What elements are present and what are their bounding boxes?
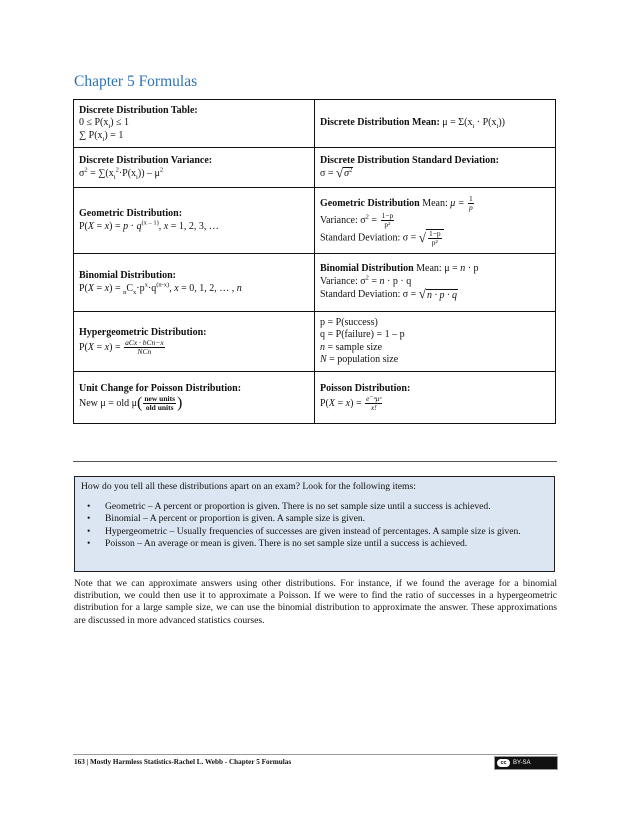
discrete-mean-cell bbox=[315, 100, 556, 148]
tip-list bbox=[81, 501, 548, 551]
binomial-mean-line: Binomial Distribution Mean: μ = n · p bbox=[320, 263, 479, 275]
cc-icon: cc bbox=[497, 759, 510, 767]
unit-change-formula: New μ = old μ( $\frac{\text{new units}}{\text{old units}}$ ) bbox=[79, 394, 183, 413]
tip-item-poisson: • Poisson – An average or mean is given. There is no set sample size until a success is achieved. bbox=[87, 538, 468, 549]
poisson-cell bbox=[315, 372, 556, 424]
discrete-mean-heading: Discrete Distribution Mean: bbox=[320, 117, 440, 129]
hypergeometric-cell bbox=[74, 312, 315, 372]
binomial-variance-line: Variance: $\sigma^2 = n \cdot p \cdot q$ bbox=[320, 274, 412, 287]
geometric-heading: Geometric Distribution: bbox=[79, 208, 183, 219]
discrete-sd-cell bbox=[315, 148, 556, 188]
poisson-heading: Poisson Distribution: bbox=[320, 382, 411, 394]
page-title: Chapter 5 Formulas bbox=[74, 73, 198, 90]
cc-license-badge[interactable] bbox=[494, 756, 558, 770]
tip-intro: How do you tell all these distributions apart on an exam? Look for the following items: bbox=[81, 481, 416, 492]
discrete-table-heading: Discrete Distribution Table: bbox=[79, 104, 198, 116]
tip-box bbox=[74, 476, 555, 572]
section-divider bbox=[73, 461, 557, 462]
binomial-cell bbox=[74, 254, 315, 312]
def-population-size: N = population size bbox=[320, 354, 399, 365]
def-sample-size: n = sample size bbox=[320, 341, 383, 353]
unit-change-heading: Unit Change for Poisson Distribution: bbox=[79, 382, 242, 394]
page-footer: 163 | Mostly Harmless Statistics-Rachel L. Webb - Chapter 5 Formulas bbox=[74, 758, 292, 766]
hypergeometric-heading: Hypergeometric Distribution: bbox=[79, 326, 207, 338]
binomial-formula: $P(X = x) = _nC_x\cdot p^x\cdot q^{(n-x)}$, x = 0, 1, 2, … , n bbox=[79, 281, 242, 296]
geometric-sd-line: Standard Deviation: σ = √ $\frac{1-p}{\text{p²}}$ bbox=[320, 229, 550, 247]
discrete-mean-formula: $\mu = \Sigma(x_i \cdot P(x_i))$ bbox=[439, 117, 505, 131]
binomial-sd-line: Standard Deviation: σ = √n · p · q bbox=[320, 286, 457, 302]
tip-item-hypergeometric: • Hypergeometric – Usually frequencies of successes are given instead of percentages. A sample size is given. bbox=[87, 525, 521, 537]
formulas-table bbox=[73, 99, 556, 424]
tip-item-geometric: • Geometric – A percent or proportion is given. There is no set sample size until a success is achieved. bbox=[87, 500, 491, 512]
unit-change-cell bbox=[74, 372, 315, 424]
definitions-cell bbox=[315, 312, 556, 372]
license-label: BY-SA bbox=[513, 760, 531, 766]
geometric-formula: $P(X = x) = p \cdot q^{(x - 1)}$, x = 1, 2, 3, … bbox=[79, 219, 219, 232]
discrete-sd-heading: Discrete Distribution Standard Deviation: bbox=[320, 154, 499, 166]
def-success: p = P(success) bbox=[320, 316, 378, 328]
discrete-variance-formula: $\sigma^2 = \sum(x_i^2\cdot P(x_i)) - \mu^2$ bbox=[79, 166, 164, 181]
geometric-cell bbox=[74, 188, 315, 254]
hypergeometric-formula: P(X = x) = $\frac{\text{aCx · bCn−x}}{\text{NCn}}$ bbox=[79, 338, 164, 357]
poisson-formula: P(X = x) = $\frac{\text{e⁻ᵘμˣ}}{x!}$ bbox=[320, 394, 382, 413]
approximation-note: Note that we can approximate answers using other distributions. For instance, if we found the average for a binomial distribution, we could then use it to approximate a Poisson. If we were to find the ratio of successes in a hypergeometric distribution for a large sample size, we can use the binomial distribution to approximate the answer. These approximations are discussed in more advanced statistics courses. bbox=[74, 578, 557, 626]
binomial-heading: Binomial Distribution: bbox=[79, 270, 176, 281]
discrete-table-cell bbox=[74, 100, 315, 148]
discrete-table-line1: $0 \le P(x_i) \le 1$ bbox=[79, 117, 130, 131]
geometric-mean-line: Geometric Distribution Mean: μ = $\frac{1}{p}$ bbox=[320, 193, 473, 212]
binomial-mean-cell bbox=[315, 254, 556, 312]
def-failure: q = P(failure) = 1 – p bbox=[320, 329, 405, 340]
discrete-variance-cell bbox=[74, 148, 315, 188]
geometric-mean-cell bbox=[315, 188, 556, 254]
discrete-table-line2: ∑ $P(x_i) = 1$ bbox=[79, 129, 124, 143]
discrete-sd-formula: $\sigma = √\sigma^2$ bbox=[320, 165, 353, 181]
footer-divider bbox=[73, 754, 557, 755]
tip-item-binomial: • Binomial – A percent or proportion is given. A sample size is given. bbox=[87, 513, 366, 524]
geometric-variance-line: Variance: $\sigma^2$ = $\frac{1-p}{\text{p²}}$ bbox=[320, 210, 394, 229]
discrete-variance-heading: Discrete Distribution Variance: bbox=[79, 155, 213, 166]
